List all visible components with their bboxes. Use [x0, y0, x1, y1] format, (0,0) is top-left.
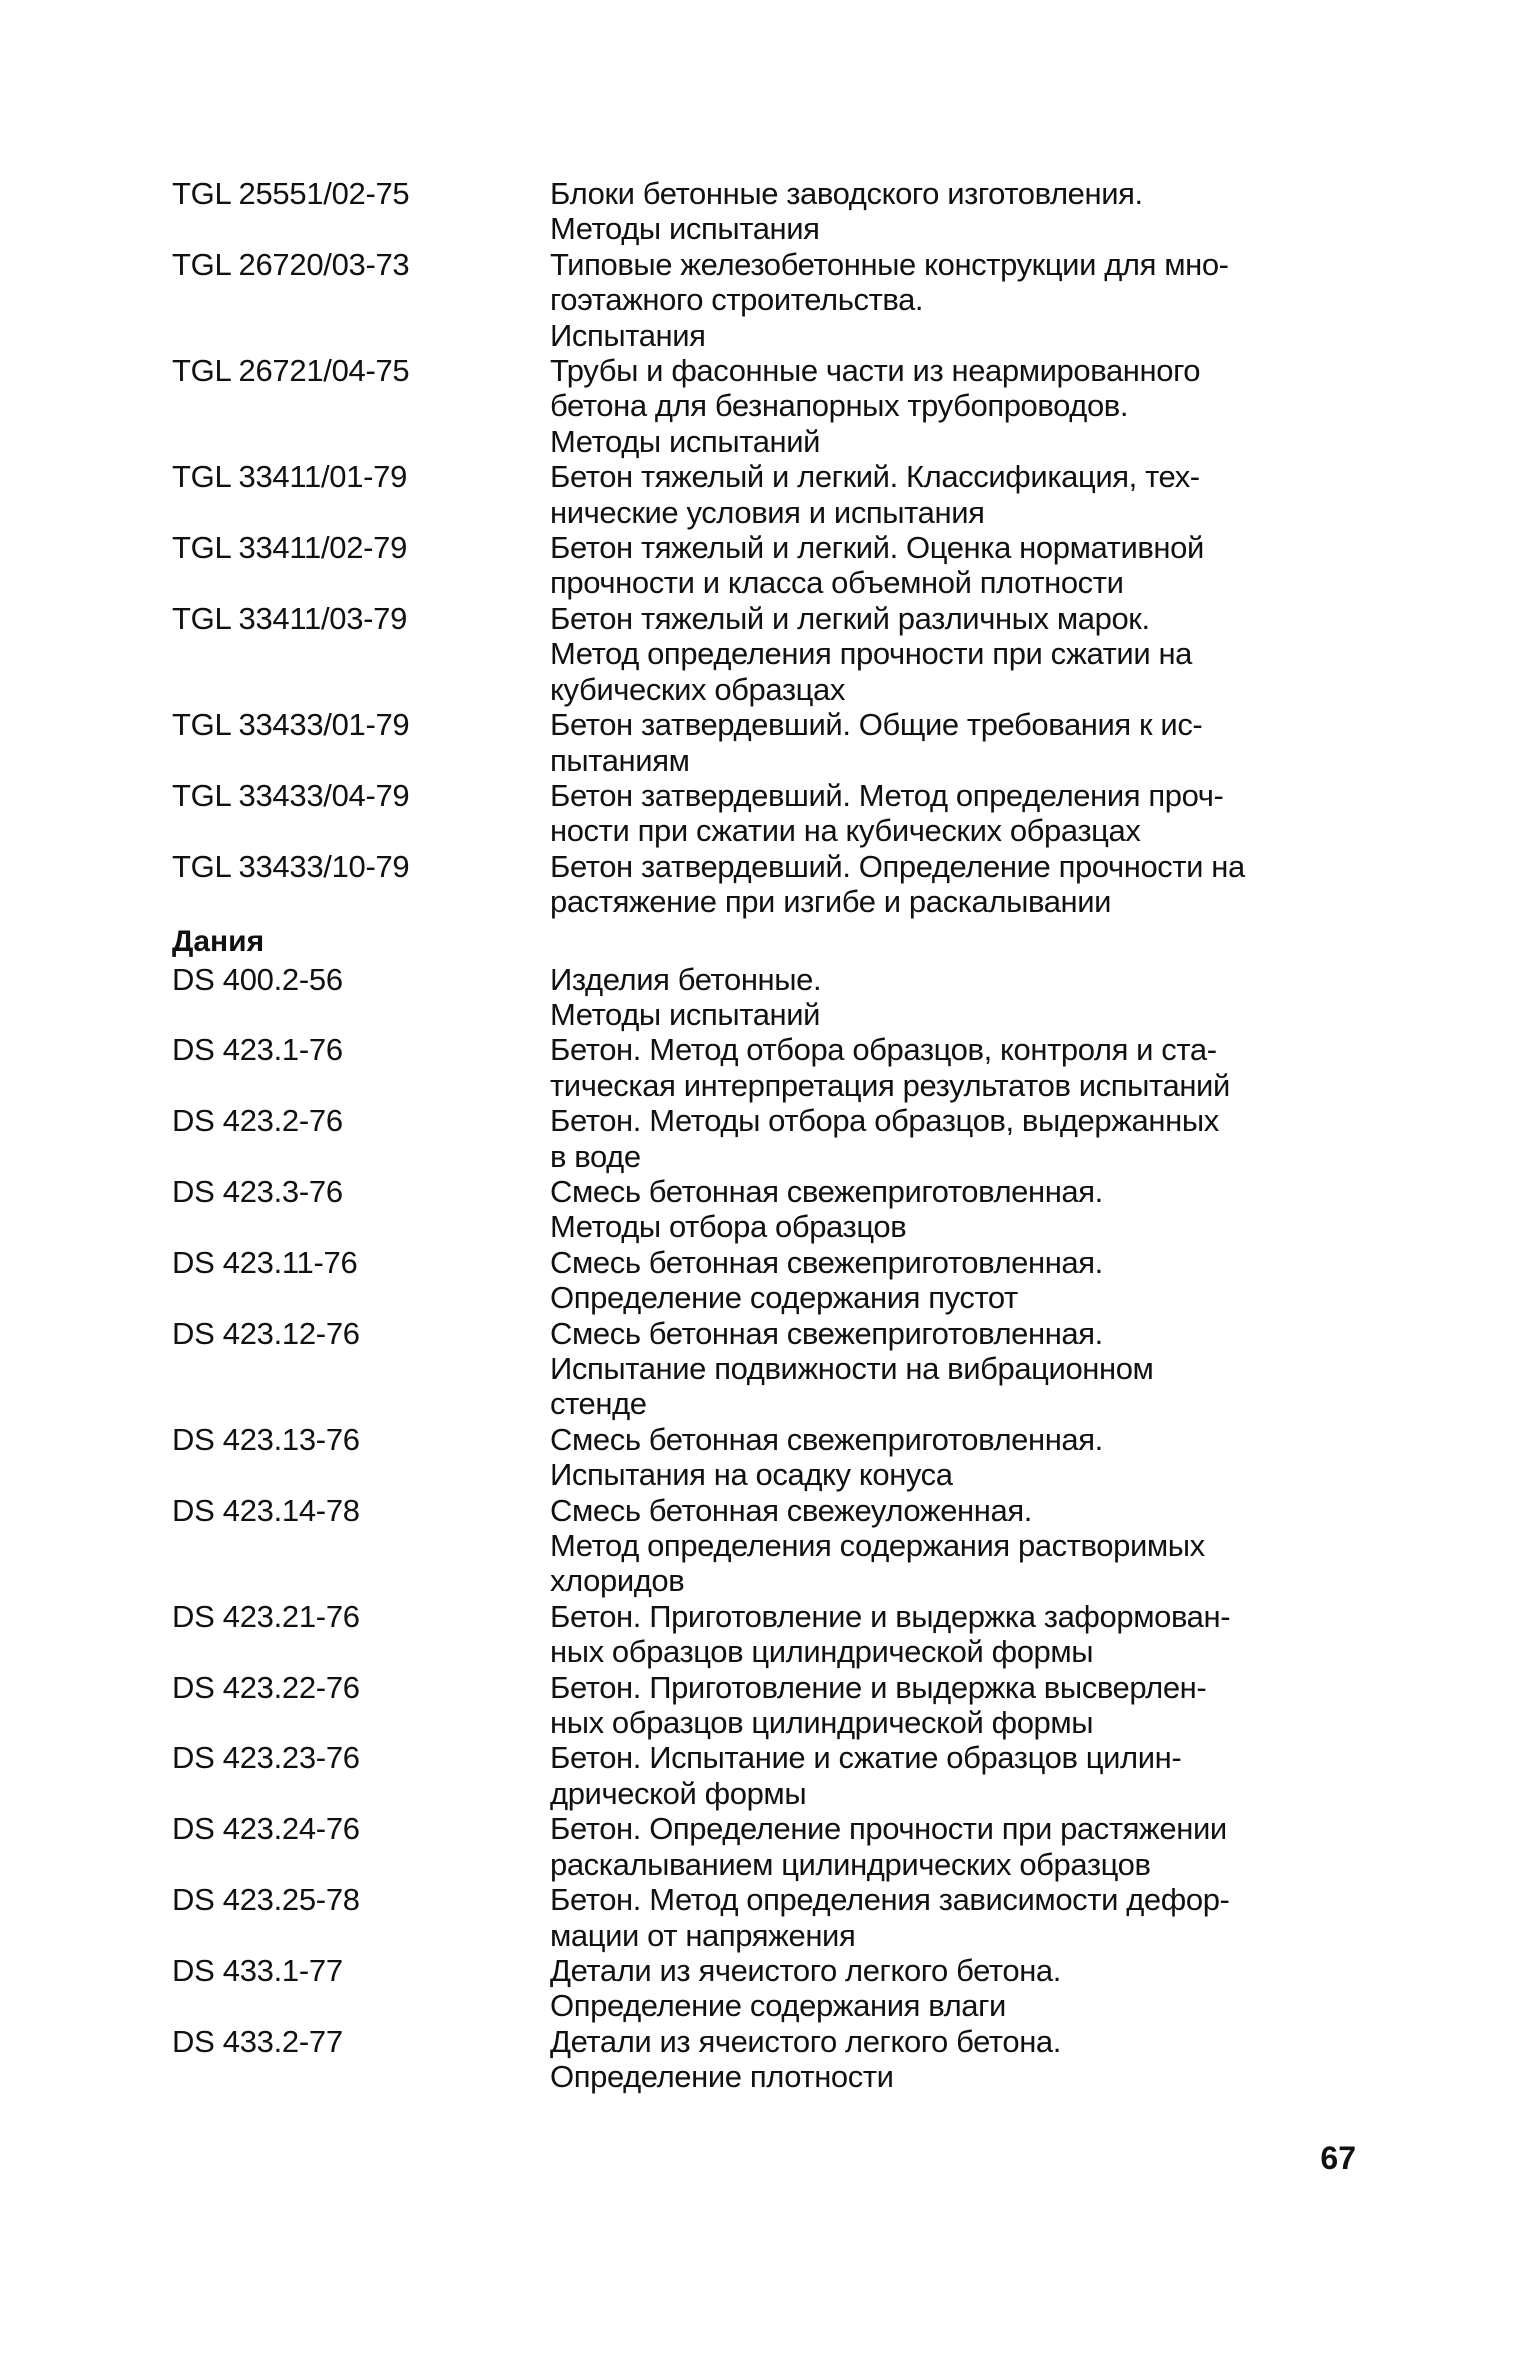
standard-entry [172, 707, 1362, 778]
standard-code: DS 423.24-76 [172, 1811, 360, 1847]
standard-entry [172, 1422, 1362, 1493]
standard-entry [172, 1245, 1362, 1316]
standard-code: DS 423.25-78 [172, 1882, 360, 1918]
standard-entry [172, 1953, 1362, 2024]
standard-title [550, 1245, 1362, 1316]
standard-title [550, 1811, 1362, 1882]
standard-title [550, 1493, 1362, 1599]
standard-title [550, 1670, 1362, 1741]
standard-title [550, 530, 1362, 601]
standard-code: TGL 33411/01-79 [172, 459, 408, 495]
title-line: Смесь бетонная свежеприготовленная. [550, 1244, 1103, 1280]
standard-code: TGL 33433/10-79 [172, 848, 410, 884]
standard-code: DS 423.22-76 [172, 1669, 360, 1705]
title-line: Бетон затвердевший. Метод определения проч- [550, 777, 1224, 813]
title-line: ных образцов цилиндрической формы [550, 1634, 1094, 1670]
standard-entry [172, 1103, 1362, 1174]
title-line: Бетон затвердевший. Общие требования к ис- [550, 707, 1203, 743]
standard-title [550, 601, 1362, 707]
title-line: Методы отбора образцов [550, 1209, 907, 1245]
title-line: ности при сжатии на кубических образцах [550, 813, 1141, 849]
standard-entry [172, 1316, 1362, 1422]
standard-code: DS 423.11-76 [172, 1244, 358, 1280]
title-line: хлоридов [550, 1563, 685, 1599]
standard-code: TGL 33411/02-79 [172, 530, 408, 566]
standard-entry [172, 1670, 1362, 1741]
standard-title [550, 849, 1362, 920]
title-line: мации от напряжения [550, 1917, 856, 1953]
standard-code: DS 423.13-76 [172, 1421, 360, 1457]
title-line: Бетон. Метод отбора образцов, контроля и ста- [550, 1032, 1217, 1068]
title-line: раскалыванием цилиндрических образцов [550, 1846, 1151, 1882]
standard-entry [172, 2024, 1362, 2095]
standard-code: DS 423.1-76 [172, 1032, 343, 1068]
standard-entry [172, 849, 1362, 920]
standard-entry [172, 1032, 1362, 1103]
title-line: Метод определения содержания растворимых [550, 1528, 1205, 1564]
title-line: Бетон. Приготовление и выдержка высверлен- [550, 1669, 1207, 1705]
standard-title [550, 176, 1362, 247]
standard-title [550, 1422, 1362, 1493]
title-line: Смесь бетонная свежеуложенная. [550, 1492, 1032, 1528]
standard-title [550, 1103, 1362, 1174]
standard-code: DS 423.23-76 [172, 1740, 360, 1776]
title-line: Бетон. Метод определения зависимости дефор- [550, 1882, 1230, 1918]
standard-code: DS 433.2-77 [172, 2023, 343, 2059]
standard-entry [172, 1493, 1362, 1599]
title-line: дрической формы [550, 1775, 807, 1811]
title-line: Бетон. Определение прочности при растяжении [550, 1811, 1227, 1847]
title-line: стенде [550, 1386, 647, 1422]
title-line: кубических образцах [550, 671, 845, 707]
standard-code: DS 423.2-76 [172, 1103, 343, 1139]
standard-title [550, 707, 1362, 778]
standard-code: DS 423.21-76 [172, 1598, 360, 1634]
title-line: гоэтажного строительства. [550, 282, 924, 318]
title-line: Детали из ячеистого легкого бетона. [550, 2023, 1061, 2059]
standard-title [550, 247, 1362, 353]
title-line: Бетон затвердевший. Определение прочности на [550, 848, 1245, 884]
standard-title [550, 353, 1362, 459]
standard-entry [172, 1740, 1362, 1811]
title-line: Определение содержания влаги [550, 1988, 1006, 2024]
title-line: Блоки бетонные заводского изготовления. [550, 176, 1143, 211]
standard-title [550, 962, 1362, 1033]
title-line: нические условия и испытания [550, 494, 985, 530]
title-line: Смесь бетонная свежеприготовленная. [550, 1421, 1103, 1457]
standard-title [550, 1032, 1362, 1103]
standard-title [550, 1740, 1362, 1811]
standard-code: DS 423.12-76 [172, 1315, 360, 1351]
standard-entry [172, 1882, 1362, 1953]
standard-code: DS 423.14-78 [172, 1492, 360, 1528]
standard-title [550, 778, 1362, 849]
title-line: Детали из ячеистого легкого бетона. [550, 1952, 1061, 1988]
title-line: Испытания [550, 317, 706, 353]
title-line: Бетон. Испытание и сжатие образцов цилин- [550, 1740, 1182, 1776]
standard-entry [172, 601, 1362, 707]
standard-code: TGL 33411/03-79 [172, 600, 408, 636]
title-line: Бетон. Методы отбора образцов, выдержанных [550, 1103, 1219, 1139]
title-line: бетона для безнапорных трубопроводов. [550, 388, 1129, 424]
title-line: Бетон тяжелый и легкий. Классификация, тех- [550, 459, 1200, 495]
title-line: Методы испытания [550, 211, 820, 247]
title-line: прочности и класса объемной плотности [550, 565, 1124, 601]
title-line: ных образцов цилиндрической формы [550, 1705, 1094, 1741]
standard-entry [172, 353, 1362, 459]
standard-entry [172, 530, 1362, 601]
standards-list [172, 176, 1362, 2095]
standard-title [550, 1599, 1362, 1670]
title-line: Смесь бетонная свежеприготовленная. [550, 1173, 1103, 1209]
title-line: Испытание подвижности на вибрационном [550, 1351, 1154, 1386]
standard-entry [172, 247, 1362, 353]
standard-entry [172, 459, 1362, 530]
standard-code: TGL 25551/02-75 [172, 176, 410, 211]
standard-entry [172, 1599, 1362, 1670]
standard-code: DS 400.2-56 [172, 961, 343, 997]
title-line: Бетон. Приготовление и выдержка заформован- [550, 1598, 1231, 1634]
standard-code: TGL 33433/01-79 [172, 707, 410, 743]
title-line: Смесь бетонная свежеприготовленная. [550, 1315, 1103, 1351]
title-line: Определение плотности [550, 2059, 894, 2095]
title-line: растяжение при изгибе и раскалывании [550, 884, 1112, 920]
standard-entry [172, 778, 1362, 849]
title-line: Бетон тяжелый и легкий. Оценка нормативной [550, 530, 1204, 566]
section-heading: Дания [172, 924, 265, 958]
title-line: Испытания на осадку конуса [550, 1457, 953, 1493]
standard-entry [172, 1174, 1362, 1245]
title-line: тическая интерпретация результатов испытаний [550, 1067, 1230, 1103]
page-number: 67 [1320, 2140, 1356, 2176]
standard-entry [172, 962, 1362, 1033]
standard-title [550, 1174, 1362, 1245]
title-line: Типовые железобетонные конструкции для мно- [550, 246, 1229, 282]
title-line: Методы испытаний [550, 423, 821, 459]
standard-entry [172, 1811, 1362, 1882]
standard-title [550, 459, 1362, 530]
standard-code: DS 423.3-76 [172, 1173, 343, 1209]
title-line: в воде [550, 1138, 641, 1174]
standard-code: DS 433.1-77 [172, 1952, 343, 1988]
standard-entry [172, 176, 1362, 247]
title-line: Бетон тяжелый и легкий различных марок. [550, 600, 1150, 636]
standard-code: TGL 26721/04-75 [172, 353, 410, 389]
standard-title [550, 1953, 1362, 2024]
standard-code: TGL 26720/03-73 [172, 246, 410, 282]
title-line: Трубы и фасонные части из неармированного [550, 353, 1201, 389]
standard-title [550, 2024, 1362, 2095]
standard-code: TGL 33433/04-79 [172, 777, 410, 813]
title-line: Определение содержания пустот [550, 1280, 1018, 1316]
title-line: Методы испытаний [550, 996, 821, 1032]
standard-title [550, 1316, 1362, 1422]
standard-title [550, 1882, 1362, 1953]
title-line: пытаниям [550, 742, 690, 778]
title-line: Метод определения прочности при сжатии на [550, 636, 1193, 672]
title-line: Изделия бетонные. [550, 961, 822, 997]
